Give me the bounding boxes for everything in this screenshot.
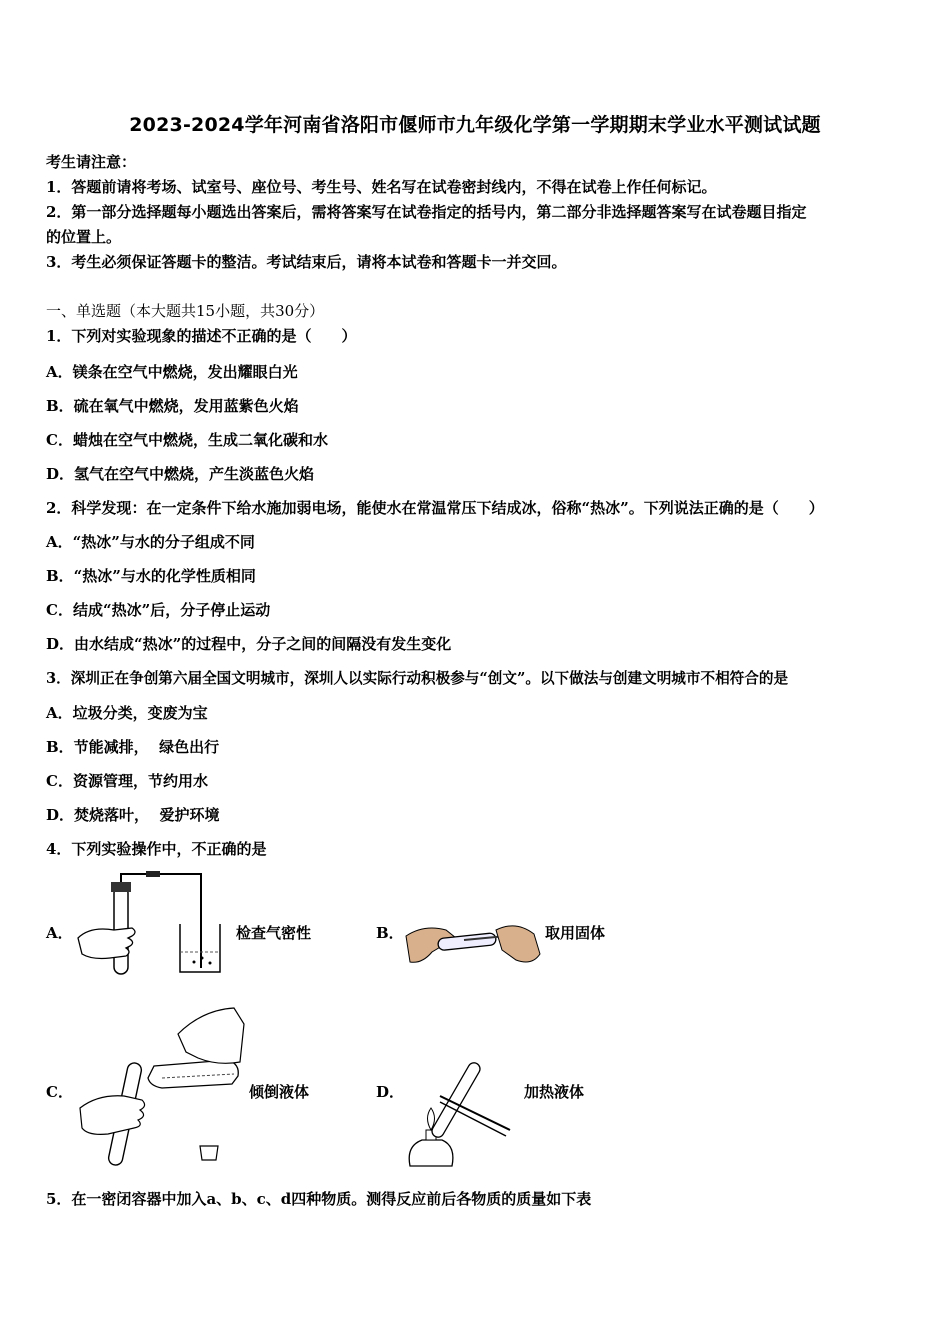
q1-stem: 1．下列对实验现象的描述不正确的是（ ） [46,327,357,345]
airtightness-check-illustration [76,868,226,980]
q2-option-a: A．“热冰”与水的分子组成不同 [46,533,255,551]
q1-option-d: D．氢气在空气中燃烧，产生淡蓝色火焰 [46,465,315,483]
q3-option-b: B．节能减排， 绿色出行 [46,738,220,756]
q1-option-c: C．蜡烛在空气中燃烧，生成二氧化碳和水 [46,431,328,449]
notice-item-2-cont: 的位置上。 [46,228,122,246]
q3-option-a: A．垃圾分类，变废为宝 [46,704,208,722]
q4-figure-d-caption: 加热液体 [524,1083,585,1101]
q3-stem: 3．深圳正在争创第六届全国文明城市，深圳人以实际行动积极参与“创文”。以下做法与创建文明城市不相符合的是 [46,670,789,687]
q4-stem: 4．下列实验操作中，不正确的是 [46,840,267,858]
solid-handling-illustration [404,916,542,978]
q2-option-c: C．结成“热冰”后，分子停止运动 [46,601,271,619]
q5-stem: 5．在一密闭容器中加入a、b、c、d四种物质。测得反应前后各物质的质量如下表 [46,1190,592,1208]
section-heading: 一、单选题（本大题共15小题，共30分） [46,302,325,320]
notice-item-1: 1．答题前请将考场、试室号、座位号、考生号、姓名写在试卷密封线内，不得在试卷上作任何标记。 [46,178,717,196]
notice-heading: 考生请注意： [46,153,137,171]
q4-figure-b-label: B． [376,924,404,942]
notice-item-3: 3．考生必须保证答题卡的整洁。考试结束后，请将本试卷和答题卡一并交回。 [46,253,567,271]
q4-figure-c-label: C． [46,1083,73,1101]
q3-option-c: C．资源管理，节约用水 [46,772,208,790]
notice-item-2: 2．第一部分选择题每小题选出答案后，需将答案写在试卷指定的括号内，第二部分非选择题答案写在试卷题目指定 [46,203,807,221]
heat-liquid-illustration [400,1056,520,1172]
q1-option-a: A．镁条在空气中燃烧，发出耀眼白光 [46,363,298,381]
q4-figure-a-label: A． [46,924,73,942]
q4-figure-d-label: D． [376,1083,405,1101]
q2-option-b: B．“热冰”与水的化学性质相同 [46,567,256,585]
q4-figure-b-caption: 取用固体 [545,924,606,942]
q1-option-b: B．硫在氧气中燃烧，发用蓝紫色火焰 [46,397,299,415]
q4-figure-a-caption: 检查气密性 [236,924,312,942]
pour-liquid-illustration [78,1004,246,1170]
q2-stem: 2．科学发现：在一定条件下给水施加弱电场，能使水在常温常压下结成冰，俗称“热冰”。下列说法正确的是（ ） [46,499,824,517]
q3-option-d: D．焚烧落叶， 爱护环境 [46,806,220,824]
page-title: 2023-2024学年河南省洛阳市偃师市九年级化学第一学期期末学业水平测试试题 [129,114,821,136]
q2-option-d: D．由水结成“热冰”的过程中，分子之间的间隔没有发生变化 [46,635,452,653]
q4-figure-c-caption: 倾倒液体 [249,1083,310,1101]
